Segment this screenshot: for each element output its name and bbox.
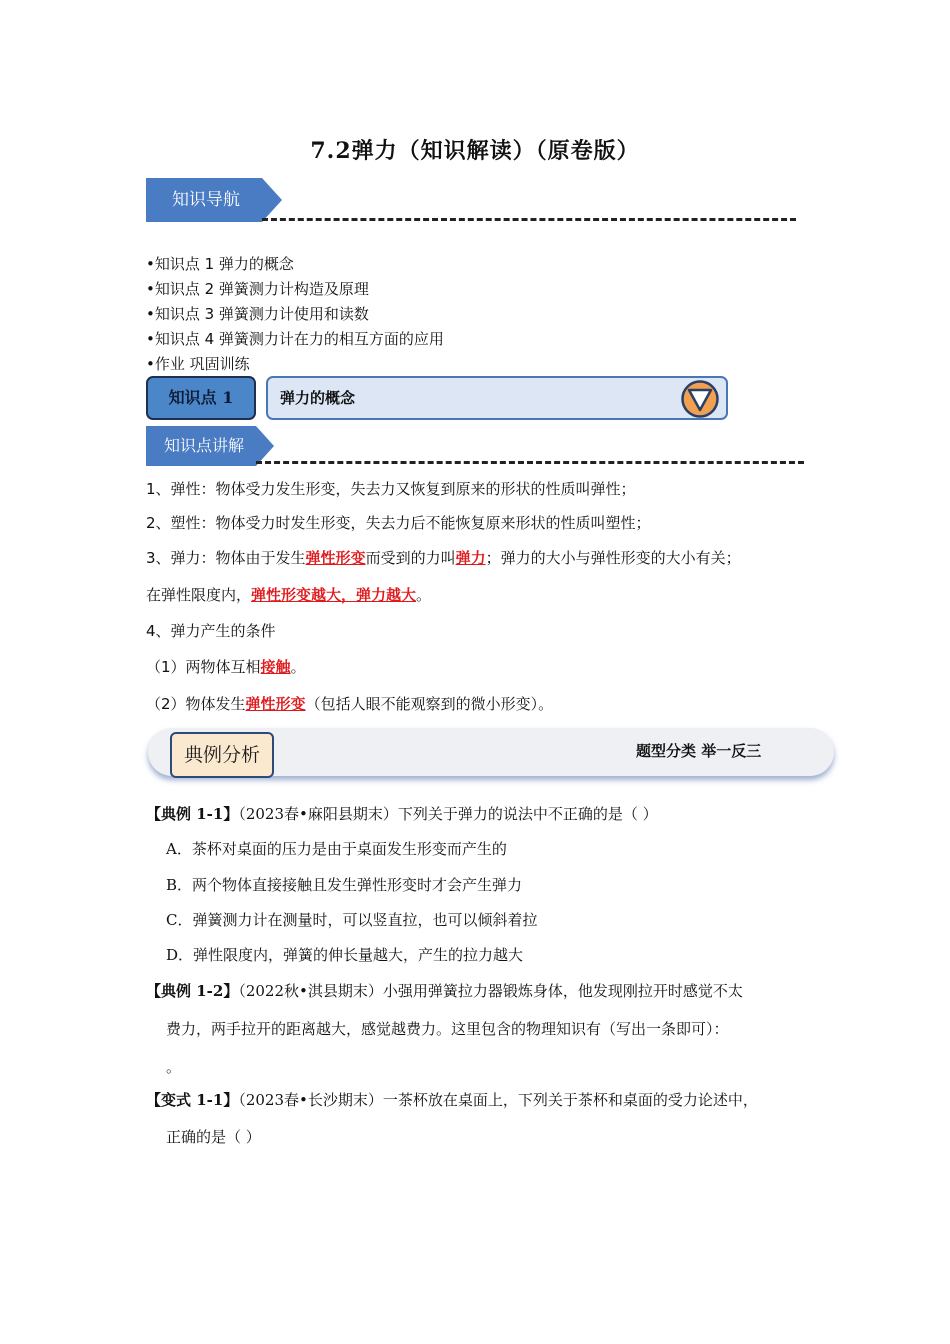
text-run: ；弹力的大小与弹性形变的大小有关；: [485, 549, 741, 567]
point-elasticity: 1、弹性：物体受力发生形变，失去力又恢复到原来的形状的性质叫弹性；: [146, 480, 636, 498]
page-title: 7.2弹力（知识解读）（原卷版）: [310, 138, 640, 164]
text-run: 而受到的力叫: [365, 549, 456, 567]
highlight-text: 弹性形变: [305, 549, 366, 567]
question-label: 【典例 1-2】: [146, 982, 239, 1000]
example-banner-subtitle: 题型分类 举一反三: [636, 742, 762, 760]
point-conditions: 4、弹力产生的条件: [146, 622, 276, 640]
lecture-tag-label: 知识点讲解: [163, 436, 244, 455]
highlight-text: 接触: [260, 658, 291, 676]
toc-item: •知识点 4 弹簧测力计在力的相互方面的应用: [146, 330, 444, 348]
highlight-text: 弹性形变越大，弹力越大: [251, 586, 417, 604]
toc-item: •作业 巩固训练: [146, 355, 250, 373]
text-run: （包括人眼不能观察到的微小形变）。: [305, 695, 554, 713]
toc-item: •知识点 3 弹簧测力计使用和读数: [146, 305, 369, 323]
question-1-2: [146, 980, 743, 1001]
condition-1: [146, 656, 306, 677]
example-banner-tag: 典例分析: [170, 732, 274, 778]
option-d: D．弹性限度内，弹簧的伸长量越大，产生的拉力越大: [166, 946, 524, 964]
question-1-1: [146, 803, 658, 824]
highlight-text: 弹性形变: [245, 695, 306, 713]
option-c: C．弹簧测力计在测量时，可以竖直拉，也可以倾斜着拉: [166, 911, 538, 929]
section-tag: 知识点 1: [146, 376, 256, 420]
text-run: （1）两物体互相: [146, 658, 261, 676]
variant-1-1: [146, 1089, 758, 1110]
condition-2: [146, 693, 553, 714]
lecture-dashed-divider: [256, 461, 804, 464]
toc-list: [146, 252, 444, 377]
text-run: （2）物体发生: [146, 695, 246, 713]
collapse-triangle-icon[interactable]: [680, 379, 720, 419]
option-b: B．两个物体直接接触且发生弹性形变时才会产生弹力: [166, 876, 523, 894]
text-run: 。: [290, 658, 306, 676]
point-elastic-force: [146, 547, 741, 568]
variant-1-1-line2: 正确的是（ ）: [166, 1128, 261, 1146]
text-run: 3、弹力：物体由于发生: [146, 549, 306, 567]
question-1-2-line2: 费力，两手拉开的距离越大，感觉越费力。这里包含的物理知识有（写出一条即可）：: [166, 1020, 729, 1038]
toc-item: •知识点 1 弹力的概念: [146, 255, 294, 273]
point-elastic-limit: [146, 584, 431, 605]
toc-item: •知识点 2 弹簧测力计构造及原理: [146, 280, 369, 298]
point-plasticity: 2、塑性：物体受力时发生形变，失去力后不能恢复原来形状的性质叫塑性；: [146, 514, 651, 532]
option-a: A．茶杯对桌面的压力是由于桌面发生形变而产生的: [166, 840, 507, 858]
text-run: 。: [416, 586, 432, 604]
question-text: （2023春•麻阳县期末）下列关于弹力的说法中不正确的是（ ）: [238, 805, 658, 823]
highlight-text: 弹力: [455, 549, 486, 567]
text-run: 在弹性限度内，: [146, 586, 252, 604]
question-1-2-line3: 。: [166, 1058, 182, 1076]
section-title: 弹力的概念: [280, 389, 356, 407]
question-text: （2022秋•淇县期末）小强用弹簧拉力器锻炼身体，他发现刚拉开时感觉不太: [238, 982, 743, 1000]
question-label: 【典例 1-1】: [146, 805, 239, 823]
question-label: 【变式 1-1】: [146, 1091, 239, 1109]
question-text: （2023春•长沙期末）一茶杯放在桌面上，下列关于茶杯和桌面的受力论述中，: [238, 1091, 758, 1109]
nav-tag-label: 知识导航: [172, 190, 240, 210]
nav-dashed-divider: [262, 218, 796, 221]
